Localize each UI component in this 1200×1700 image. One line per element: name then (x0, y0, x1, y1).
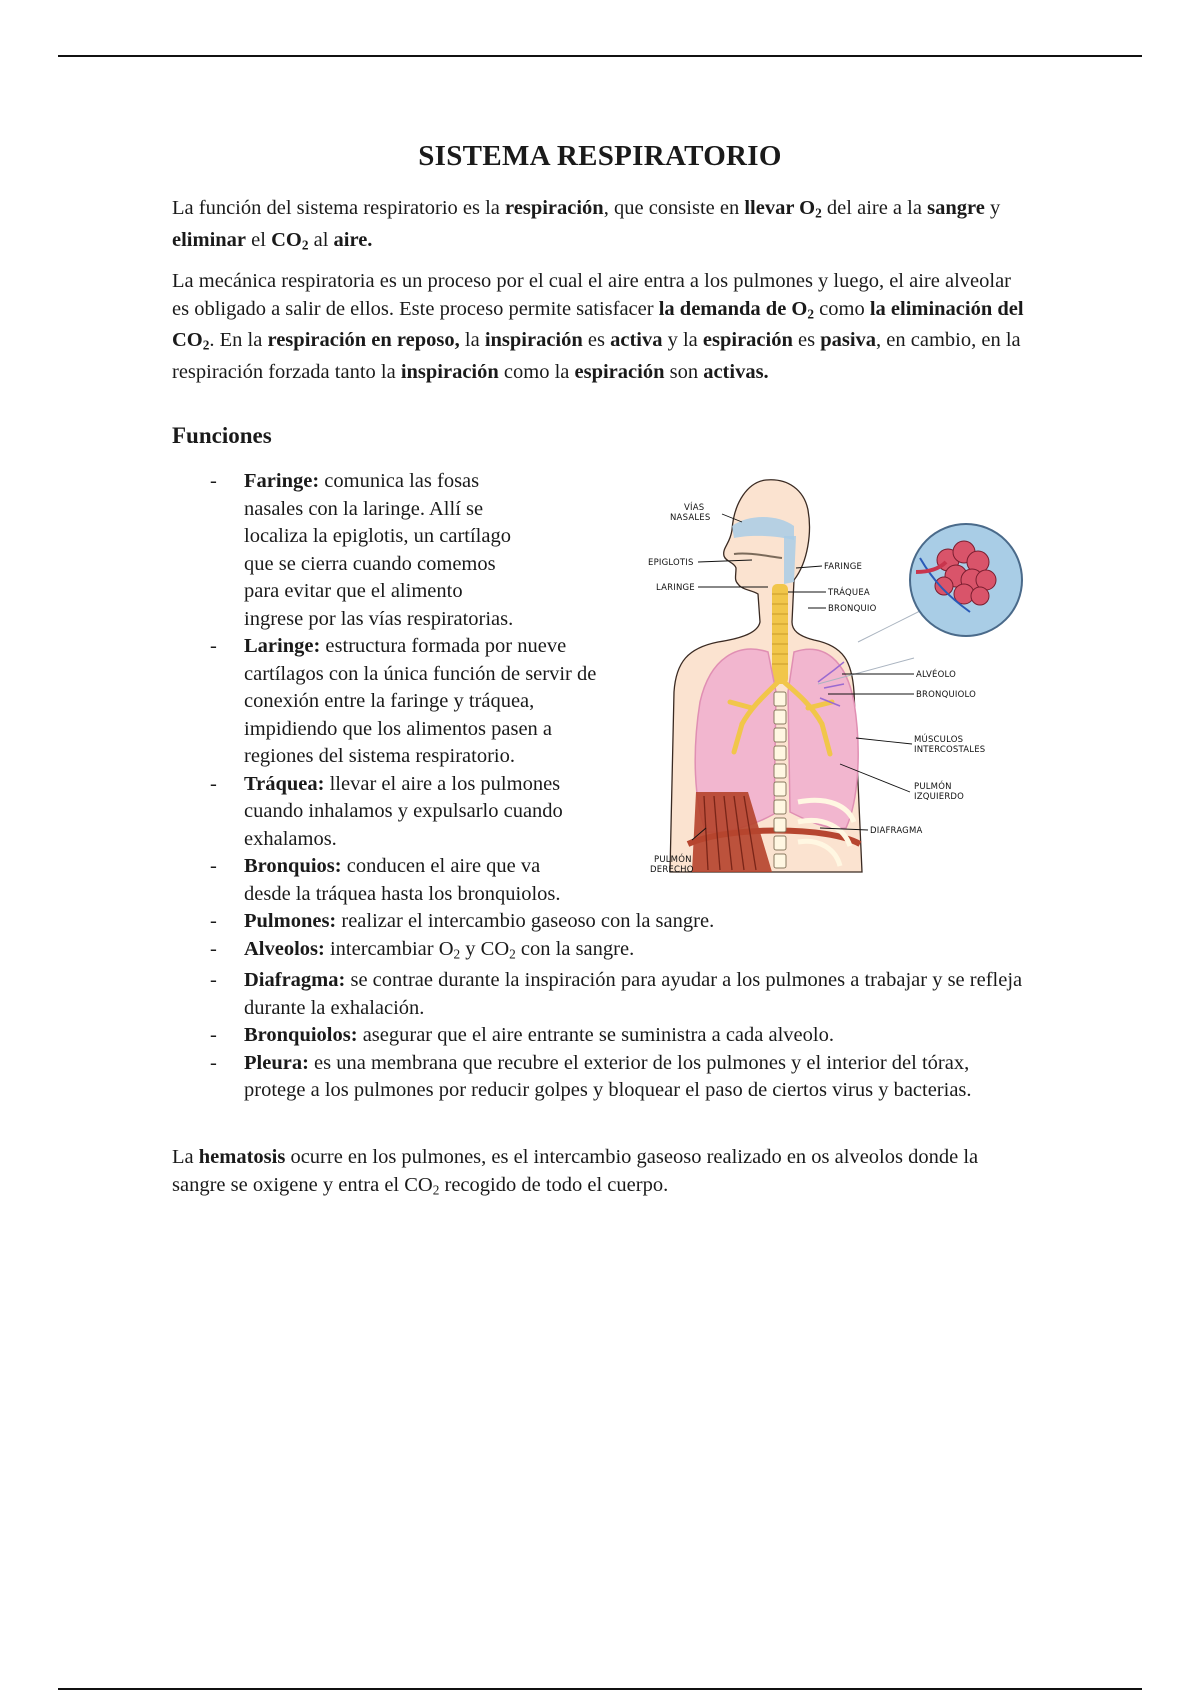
function-text: estructura formada por nueve cartílagos con la única función de servir de conexión entre la faringe y tráquea, impidiendo que los alimentos pasen a regiones del sistema respiratorio. (244, 635, 597, 767)
label-bronquio: BRONQUIO (828, 604, 877, 614)
function-text: es una membrana que recubre el exterior de los pulmones y el interior del tórax, protege a los pulmones por reducir golpes y bloquear el paso de ciertos virus y bacterias. (244, 1051, 972, 1102)
function-text: comunica las fosas nasales con la laringe. Allí se localiza la epiglotis, un cartílago que se cierra cuando comemos para evitar que el alimento ingrese por las vías respiratorias. (244, 470, 514, 630)
label-bronquiolo: BRONQUIOLO (916, 690, 977, 700)
bullet-dash: - (210, 937, 217, 960)
function-item-traquea (172, 771, 589, 854)
pharynx (784, 536, 796, 584)
function-item-pleura (172, 1050, 1032, 1105)
function-term: Pulmones: (244, 910, 337, 932)
intro-paragraph: La función del sistema respiratorio es la respiración, que consiste en llevar $O_2$ del aire a la sangre y eliminar el $CO_2$ al aire. (172, 197, 1001, 253)
functions-heading: Funciones (172, 423, 272, 448)
label-pulmon-izq-1: PULMÓN (914, 782, 952, 792)
label-musculos-2: INTERCOSTALES (914, 745, 986, 755)
label-vias-nasales-2: NASALES (670, 513, 711, 523)
bullet-dash: - (210, 1051, 217, 1074)
bullet-dash: - (210, 969, 217, 992)
function-term: Laringe: (244, 635, 321, 657)
label-pulmon-der-2: DERECHO (650, 865, 694, 875)
function-term: Bronquios: (244, 855, 342, 877)
bullet-dash: - (210, 470, 217, 492)
function-item-laringe (172, 633, 599, 771)
label-traquea: TRÁQUEA (828, 588, 870, 598)
function-text: se contrae durante la inspiración para ayudar a los pulmones a trabajar y se refleja durante la exhalación. (244, 969, 1023, 1019)
label-epiglotis: EPIGLOTIS (648, 558, 694, 568)
closing-paragraph: La hematosis ocurre en los pulmones, es el intercambio gaseoso realizado en os alveolos donde la sangre se oxigene y entra el $CO_2$ recogido de todo el cuerpo. (172, 1146, 979, 1197)
label-pulmon-izq-2: IZQUIERDO (914, 792, 965, 802)
function-item-alveolos (172, 936, 1032, 968)
respiratory-system-diagram (648, 462, 1058, 902)
bullet-dash: - (210, 855, 217, 877)
function-text: conducen el aire que va desde la tráquea hasta los bronquiolos. (244, 855, 561, 905)
function-term: Faringe: (244, 470, 320, 492)
label-laringe: LARINGE (656, 583, 695, 593)
function-term: Tráquea: (244, 772, 325, 795)
label-pulmon-der-1: PULMÓN (654, 855, 692, 865)
label-musculos-1: MÚSCULOS (914, 735, 964, 745)
function-item-pulmones (172, 908, 1032, 936)
function-term: Pleura: (244, 1051, 309, 1074)
function-term: Diafragma: (244, 969, 346, 992)
top-rule (58, 55, 1142, 57)
page-title: SISTEMA RESPIRATORIO (418, 140, 782, 172)
bottom-rule (58, 1688, 1142, 1690)
bullet-dash: - (210, 1024, 217, 1047)
label-diafragma: DIAFRAGMA (870, 826, 923, 836)
function-term: Alveolos: (244, 937, 325, 960)
label-vias-nasales-1: VÍAS (684, 503, 705, 513)
function-item-bronquios (172, 853, 584, 908)
function-item-faringe (172, 468, 514, 633)
function-item-bronquiolos (172, 1022, 1032, 1050)
label-alveolo: ALVÉOLO (916, 670, 957, 680)
bullet-dash: - (210, 910, 217, 932)
function-item-diafragma (172, 967, 1032, 1022)
function-text: asegurar que el aire entrante se suministra a cada alveolo. (357, 1024, 834, 1047)
bullet-dash: - (210, 772, 217, 795)
mechanics-paragraph: La mecánica respiratoria es un proceso por el cual el aire entra a los pulmones y luego, el aire alveolar es obligado a salir de ellos. Este proceso permite satisfacer la demanda de $O_2$ como la eliminación del $CO_2$. En la respiración en reposo, la inspiración es activa y la espiración es pasiva, en cambio, en la respiración forzada tanto la inspiración como la espiración son activas. (172, 270, 1024, 384)
function-text: intercambiar $O_2$ y $CO_2$ con la sangre. (324, 937, 635, 961)
function-text: realizar el intercambio gaseoso con la sangre. (336, 910, 715, 932)
function-text: llevar el aire a los pulmones cuando inhalamos y expulsarlo cuando exhalamos. (244, 772, 563, 850)
bullet-dash: - (210, 635, 217, 657)
label-faringe: FARINGE (824, 562, 863, 572)
function-term: Bronquiolos: (244, 1024, 358, 1047)
